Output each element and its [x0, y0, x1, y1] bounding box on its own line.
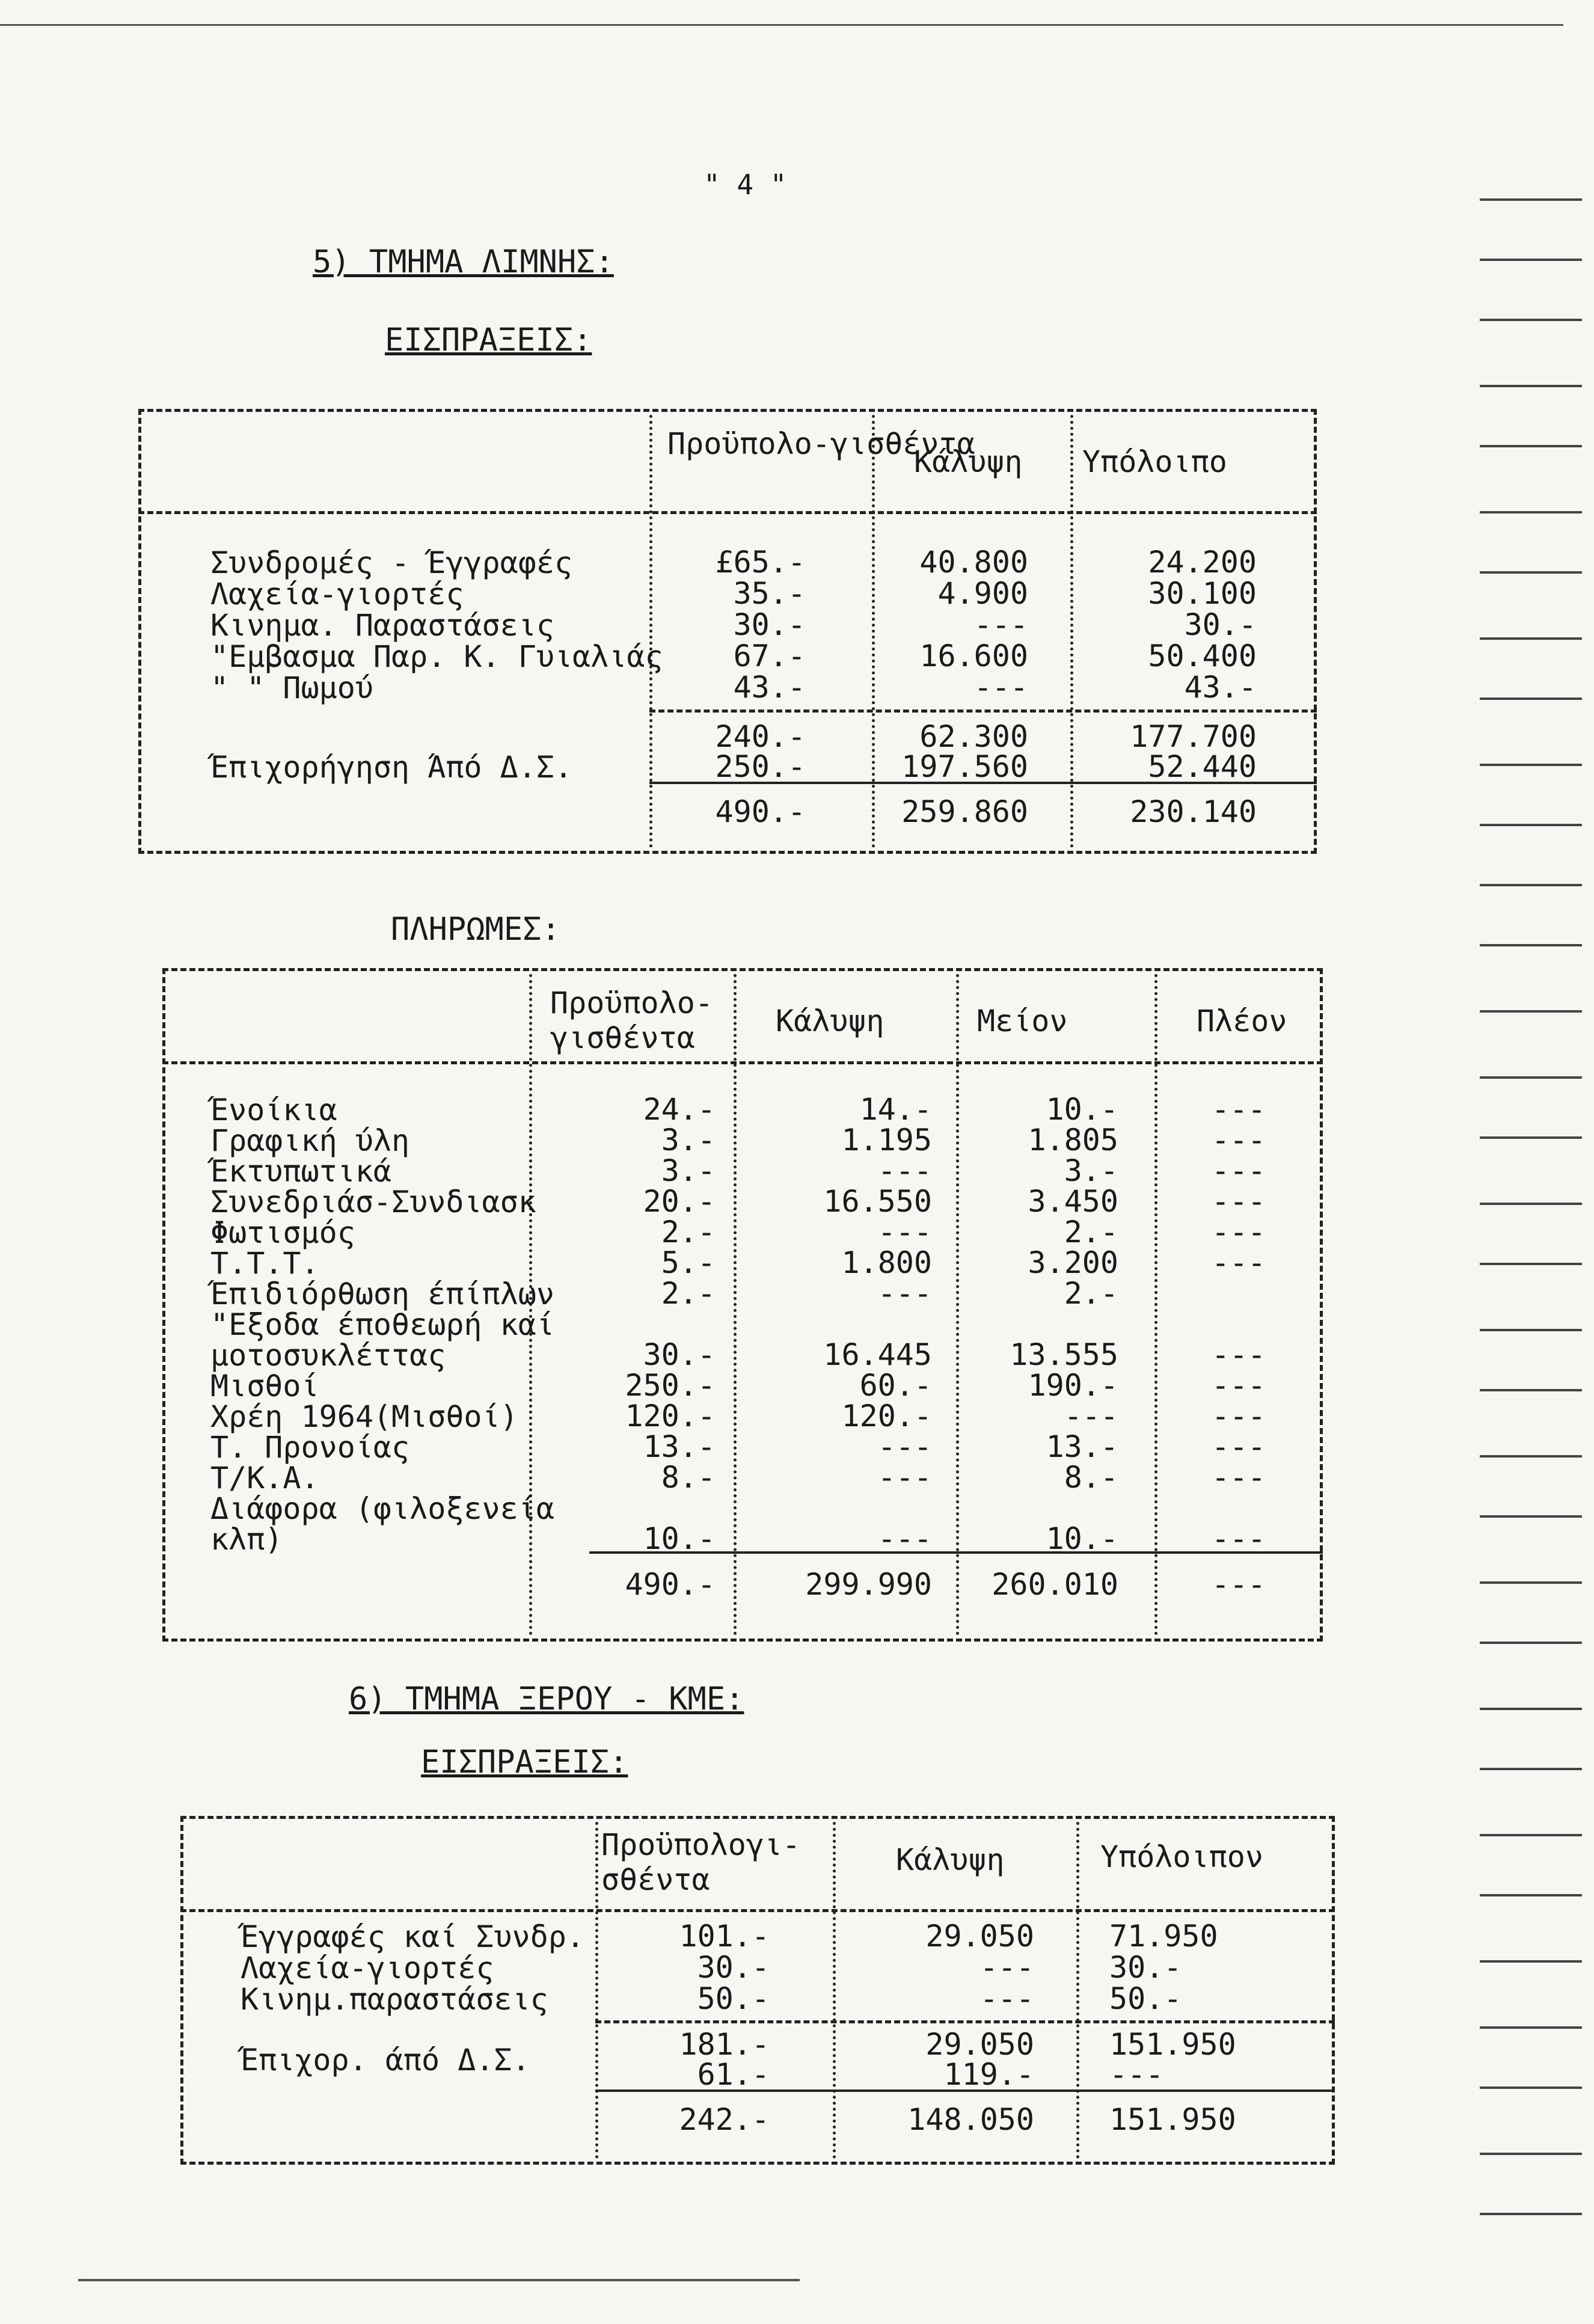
cell-budget: 24.-: [643, 1092, 716, 1127]
cell-coverage: ---: [877, 1215, 932, 1249]
column-divider: [956, 974, 959, 1636]
row-label: Κινημ.παραστάσεις: [241, 1982, 548, 2017]
column-header-budget: Προϋπολο-γισθέντα: [667, 426, 975, 461]
cell-budget: 101.-: [679, 1919, 770, 1954]
column-header-coverage: Κάλυψη: [914, 444, 1023, 479]
cell-budget: 490.-: [625, 1567, 716, 1602]
cell-budget: 2.-: [661, 1276, 716, 1311]
column-header-budget: Προϋπολογι-σθέντα: [601, 1827, 801, 1897]
cell-plus: ---: [1211, 1184, 1266, 1219]
column-divider: [595, 1822, 598, 2159]
cell-coverage: 40.800: [919, 545, 1028, 580]
cell-coverage: 29.050: [925, 1919, 1034, 1954]
column-header-balance: Υπόλοιπον: [1100, 1839, 1263, 1874]
cell-balance: 50.-: [1109, 1981, 1182, 2016]
cell-minus: 2.-: [1064, 1276, 1118, 1311]
column-divider: [833, 1822, 836, 2159]
row-label: Συνδρομές - Έγγραφές: [210, 545, 573, 580]
cell-budget: 30.-: [733, 607, 806, 642]
row-label: Τ. Προνοίας: [210, 1430, 410, 1465]
cell-balance: 52.440: [1148, 749, 1257, 784]
row-label: Χρέη 1964(Μισθοί): [210, 1399, 518, 1434]
section5-heading: 5) ΤΜΗΜΑ ΛΙΜΝΗΣ:: [313, 244, 614, 280]
cell-coverage: 16.600: [919, 639, 1028, 673]
cell-budget: 120.-: [625, 1399, 716, 1433]
cell-balance: 50.400: [1148, 639, 1257, 673]
row-label: Γραφική ύλη: [210, 1123, 410, 1158]
section6-heading-text: 6) ΤΜΗΜΑ ΞΕΡΟΥ - ΚΜΕ:: [349, 1681, 744, 1717]
subtotal-rule: [649, 710, 1317, 713]
cell-coverage: 259.860: [901, 794, 1028, 829]
cell-budget: 250.-: [715, 749, 806, 784]
cell-budget: 242.-: [679, 2102, 770, 2137]
cell-minus: 8.-: [1064, 1460, 1118, 1495]
subtotal-rule: [595, 2020, 1335, 2023]
cell-minus: 2.-: [1064, 1215, 1118, 1249]
row-label: Έπιδιόρθωση έπίπλων: [210, 1277, 554, 1311]
cell-budget: 13.-: [643, 1429, 716, 1464]
row-label: Τ.Τ.Τ.: [210, 1246, 319, 1281]
column-divider: [1154, 974, 1157, 1636]
cell-budget: 181.-: [679, 2027, 770, 2062]
row-label: Τ/Κ.Α.: [210, 1461, 319, 1495]
cell-budget: 35.-: [733, 576, 806, 611]
column-header-budget: Προϋπολο-γισθέντα: [550, 986, 713, 1055]
cell-plus: ---: [1211, 1429, 1266, 1464]
row-label: Κινημα. Παραστάσεις: [210, 608, 554, 643]
cell-balance: 151.950: [1109, 2102, 1236, 2137]
top-edge-rule: [0, 24, 1563, 26]
page-number: " 4 ": [704, 168, 787, 201]
cell-coverage: 14.-: [859, 1092, 932, 1127]
cell-coverage: 120.-: [841, 1399, 932, 1433]
cell-plus: ---: [1211, 1092, 1266, 1127]
row-label: κλπ): [210, 1522, 283, 1557]
bottom-edge-rule: [78, 2279, 800, 2281]
cell-coverage: ---: [973, 670, 1028, 705]
cell-balance: 177.700: [1130, 719, 1257, 754]
cell-balance: 24.200: [1148, 545, 1257, 580]
row-label: "Εξοδα έποθεωρή καί: [210, 1307, 554, 1342]
cell-minus: 190.-: [1028, 1368, 1118, 1403]
cell-balance: 230.140: [1130, 794, 1257, 829]
cell-budget: 43.-: [733, 670, 806, 705]
cell-minus: 13.-: [1046, 1429, 1118, 1464]
section6-receipts-heading: ΕΙΣΠΡΑΞΕΙΣ:: [421, 1744, 628, 1780]
cell-plus: ---: [1211, 1337, 1266, 1372]
cell-coverage: ---: [877, 1153, 932, 1188]
cell-budget: 490.-: [715, 794, 806, 829]
cell-minus: 3.200: [1028, 1245, 1118, 1280]
cell-balance: 30.-: [1184, 607, 1257, 642]
column-divider: [734, 974, 737, 1636]
header-rule: [180, 1909, 1335, 1912]
cell-budget: £65.-: [715, 545, 806, 580]
cell-coverage: 60.-: [859, 1368, 932, 1403]
cell-budget: 8.-: [661, 1460, 716, 1495]
column-header-coverage: Κάλυψη: [896, 1842, 1005, 1877]
cell-budget: 3.-: [661, 1153, 716, 1188]
cell-minus: 3.-: [1064, 1153, 1118, 1188]
cell-plus: ---: [1211, 1215, 1266, 1249]
cell-coverage: ---: [979, 1981, 1034, 2016]
column-header-balance: Υπόλοιπο: [1082, 444, 1227, 479]
section6-heading: [349, 1681, 744, 1717]
cell-coverage: ---: [877, 1460, 932, 1495]
cell-budget: 61.-: [697, 2057, 770, 2092]
cell-balance: 151.950: [1109, 2027, 1236, 2062]
cell-coverage: 197.560: [901, 749, 1028, 784]
section5-receipts-heading: ΕΙΣΠΡΑΞΕΙΣ:: [385, 322, 592, 358]
row-label: " " Πωμού: [210, 670, 373, 705]
cell-plus: ---: [1211, 1123, 1266, 1157]
cell-balance: 30.-: [1109, 1950, 1182, 1985]
cell-balance: 43.-: [1184, 670, 1257, 705]
cell-plus: ---: [1211, 1368, 1266, 1403]
column-header-minus: Μείον: [977, 1004, 1068, 1038]
cell-budget: 20.-: [643, 1184, 716, 1219]
cell-budget: 250.-: [625, 1368, 716, 1403]
row-label: Έπιχορ. άπό Δ.Σ.: [241, 2043, 530, 2077]
cell-coverage: 1.195: [841, 1123, 932, 1157]
cell-coverage: 16.550: [823, 1184, 932, 1219]
cell-coverage: 299.990: [805, 1567, 932, 1602]
section5-payments-heading: ΠΛΗΡΩΜΕΣ:: [391, 912, 560, 948]
cell-budget: 67.-: [733, 639, 806, 673]
cell-budget: 5.-: [661, 1245, 716, 1280]
cell-balance: ---: [1109, 2057, 1164, 2092]
cell-plus: ---: [1211, 1567, 1266, 1602]
cell-budget: 50.-: [697, 1981, 770, 2016]
cell-plus: ---: [1211, 1399, 1266, 1433]
cell-coverage: 1.800: [841, 1245, 932, 1280]
cell-minus: 10.-: [1046, 1521, 1118, 1556]
cell-budget: 2.-: [661, 1215, 716, 1249]
column-header-coverage: Κάλυψη: [776, 1004, 884, 1038]
row-label: Μισθοί: [210, 1369, 319, 1403]
cell-budget: 30.-: [643, 1337, 716, 1372]
cell-budget: 3.-: [661, 1123, 716, 1157]
cell-minus: 1.805: [1028, 1123, 1118, 1157]
cell-budget: 240.-: [715, 719, 806, 754]
cell-plus: ---: [1211, 1521, 1266, 1556]
cell-budget: 30.-: [697, 1950, 770, 1985]
row-label: Διάφορα (φιλοξενεία: [210, 1491, 554, 1526]
header-rule: [138, 511, 1317, 514]
cell-coverage: ---: [877, 1276, 932, 1311]
cell-coverage: ---: [973, 607, 1028, 642]
row-label: Ένοίκια: [210, 1093, 337, 1127]
cell-coverage: 16.445: [823, 1337, 932, 1372]
cell-minus: 3.450: [1028, 1184, 1118, 1219]
column-divider: [1076, 1822, 1079, 2159]
cell-plus: ---: [1211, 1460, 1266, 1495]
cell-coverage: 62.300: [919, 719, 1028, 754]
row-label: "Εμβασμα Παρ. Κ. Γυιαλιάς: [210, 639, 663, 674]
cell-coverage: ---: [979, 1950, 1034, 1985]
row-label: Φωτισμός: [210, 1215, 355, 1250]
cell-budget: 10.-: [643, 1521, 716, 1556]
cell-minus: 13.555: [1010, 1337, 1118, 1372]
header-rule: [162, 1061, 1323, 1064]
cell-coverage: ---: [877, 1521, 932, 1556]
cell-plus: ---: [1211, 1153, 1266, 1188]
row-label: Έπιχορήγηση Άπό Δ.Σ.: [210, 750, 573, 785]
row-label: Συνεδριάσ-Συνδιασκ: [210, 1185, 536, 1219]
row-label: Έκτυπωτικά: [210, 1154, 392, 1189]
cell-balance: 71.950: [1109, 1919, 1218, 1954]
cell-balance: 30.100: [1148, 576, 1257, 611]
cell-minus: 10.-: [1046, 1092, 1118, 1127]
row-label: Λαχεία-γιορτές: [210, 577, 464, 612]
cell-minus: ---: [1064, 1399, 1118, 1433]
row-label: Έγγραφές καί Συνδρ.: [241, 1919, 584, 1954]
cell-coverage: 119.-: [943, 2057, 1034, 2092]
cell-coverage: 148.050: [907, 2102, 1034, 2137]
row-label: μοτοσυκλέττας: [210, 1338, 446, 1373]
cell-coverage: 4.900: [937, 576, 1028, 611]
cell-coverage: 29.050: [925, 2027, 1034, 2062]
cell-coverage: ---: [877, 1429, 932, 1464]
row-label: Λαχεία-γιορτές: [241, 1951, 494, 1985]
column-header-plus: Πλέον: [1197, 1004, 1287, 1038]
cell-plus: ---: [1211, 1245, 1266, 1280]
cell-minus: 260.010: [992, 1567, 1118, 1602]
